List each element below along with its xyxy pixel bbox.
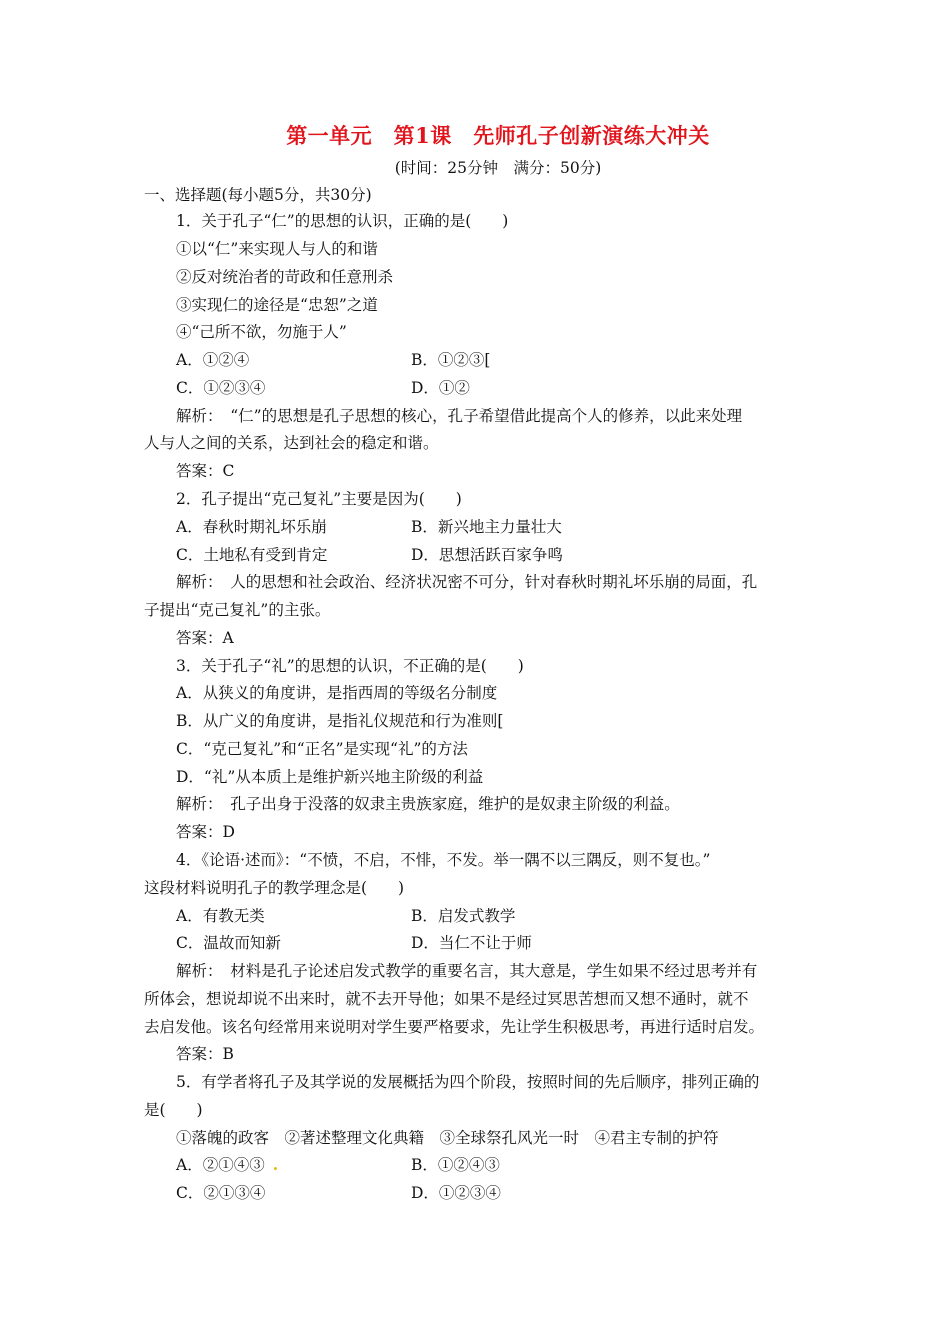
q2-option-a: A．春秋时期礼坏乐崩 xyxy=(176,518,327,536)
page-subtitle: (时间：25分钟 满分：50分) xyxy=(394,159,602,177)
q1-answer: 答案：C xyxy=(176,462,235,480)
q3-option-c: C．“克己复礼”和“正名”是实现“礼”的方法 xyxy=(176,740,468,758)
q4-option-d: D．当仁不让于师 xyxy=(411,934,532,952)
q5-stem-line-1: 5．有学者将孔子及其学说的发展概括为四个阶段，按照时间的先后顺序，排列正确的 xyxy=(176,1073,760,1091)
page-title: 第一单元 第1课 先师孔子创新演练大冲关 xyxy=(286,123,710,148)
q5-option-c: C．②①③④ xyxy=(176,1184,266,1202)
q4-analysis-line-1: 解析： 材料是孔子论述启发式教学的重要名言，其大意是，学生如果不经过思考并有 xyxy=(176,962,758,980)
stray-mark: . xyxy=(272,1155,279,1174)
q1-option-a: A．①②④ xyxy=(176,351,250,369)
q2-stem: 2．孔子提出“克己复礼”主要是因为( ) xyxy=(176,490,462,508)
q3-option-b: B．从广义的角度讲，是指礼仪规范和行为准则[ xyxy=(176,712,504,730)
q3-option-a: A．从狭义的角度讲，是指西周的等级名分制度 xyxy=(176,684,498,702)
q1-item-3: ③实现仁的途径是“忠恕”之道 xyxy=(176,296,378,314)
q1-stem: 1．关于孔子“仁”的思想的认识，正确的是( ) xyxy=(176,212,509,230)
section-heading: 一、选择题(每小题5分，共30分) xyxy=(144,186,372,204)
q1-option-d: D．①② xyxy=(411,379,470,397)
q5-items: ①落魄的政客 ②著述整理文化典籍 ③全球祭孔风光一时 ④君主专制的护符 xyxy=(176,1129,719,1147)
q2-option-d: D．思想活跃百家争鸣 xyxy=(411,546,563,564)
q5-option-a: A．②①④③ xyxy=(176,1156,265,1174)
q5-option-b: B．①②④③ xyxy=(411,1156,500,1174)
q4-option-c: C．温故而知新 xyxy=(176,934,281,952)
q1-item-4: ④“己所不欲，勿施于人” xyxy=(176,323,347,341)
q5-option-a-row xyxy=(176,1155,278,1175)
q4-stem-line-1: 4．《论语·述而》：“不愤，不启，不悱，不发。举一隅不以三隅反，则不复也。” xyxy=(176,851,711,869)
q3-answer: 答案：D xyxy=(176,823,235,841)
q4-stem-line-2: 这段材料说明孔子的教学理念是( ) xyxy=(144,879,405,897)
q4-analysis-line-3: 去启发他。该名句经常用来说明对学生要严格要求，先让学生积极思考，再进行适时启发。 xyxy=(144,1018,765,1036)
q4-option-a: A．有教无类 xyxy=(176,907,265,925)
q1-option-b: B．①②③[ xyxy=(411,351,491,369)
q3-stem: 3．关于孔子“礼”的思想的认识，不正确的是( ) xyxy=(176,657,524,675)
q1-option-c: C．①②③④ xyxy=(176,379,266,397)
q2-analysis-line-1: 解析： 人的思想和社会政治、经济状况密不可分，针对春秋时期礼坏乐崩的局面，孔 xyxy=(176,573,758,591)
q5-option-d: D．①②③④ xyxy=(411,1184,501,1202)
q1-item-2: ②反对统治者的苛政和任意刑杀 xyxy=(176,268,394,286)
q2-analysis-line-2: 子提出“克己复礼”的主张。 xyxy=(144,601,331,619)
q1-analysis-line-1: 解析： “仁”的思想是孔子思想的核心，孔子希望借此提高个人的修养，以此来处理 xyxy=(176,407,743,425)
q5-stem-line-2: 是( ) xyxy=(144,1101,203,1119)
q4-answer: 答案：B xyxy=(176,1045,234,1063)
q2-answer: 答案：A xyxy=(176,629,234,647)
q1-item-1: ①以“仁”来实现人与人的和谐 xyxy=(176,240,378,258)
q2-option-b: B．新兴地主力量壮大 xyxy=(411,518,562,536)
q4-option-b: B．启发式教学 xyxy=(411,907,516,925)
q1-analysis-line-2: 人与人之间的关系，达到社会的稳定和谐。 xyxy=(144,434,439,452)
q4-analysis-line-2: 所体会，想说却说不出来时，就不去开导他；如果不是经过冥思苦想而又想不通时，就不 xyxy=(144,990,749,1008)
q2-option-c: C．土地私有受到肯定 xyxy=(176,546,328,564)
q3-option-d: D．“礼”从本质上是维护新兴地主阶级的利益 xyxy=(176,768,484,786)
q3-analysis-line-1: 解析： 孔子出身于没落的奴隶主贵族家庭，维护的是奴隶主阶级的利益。 xyxy=(176,795,680,813)
